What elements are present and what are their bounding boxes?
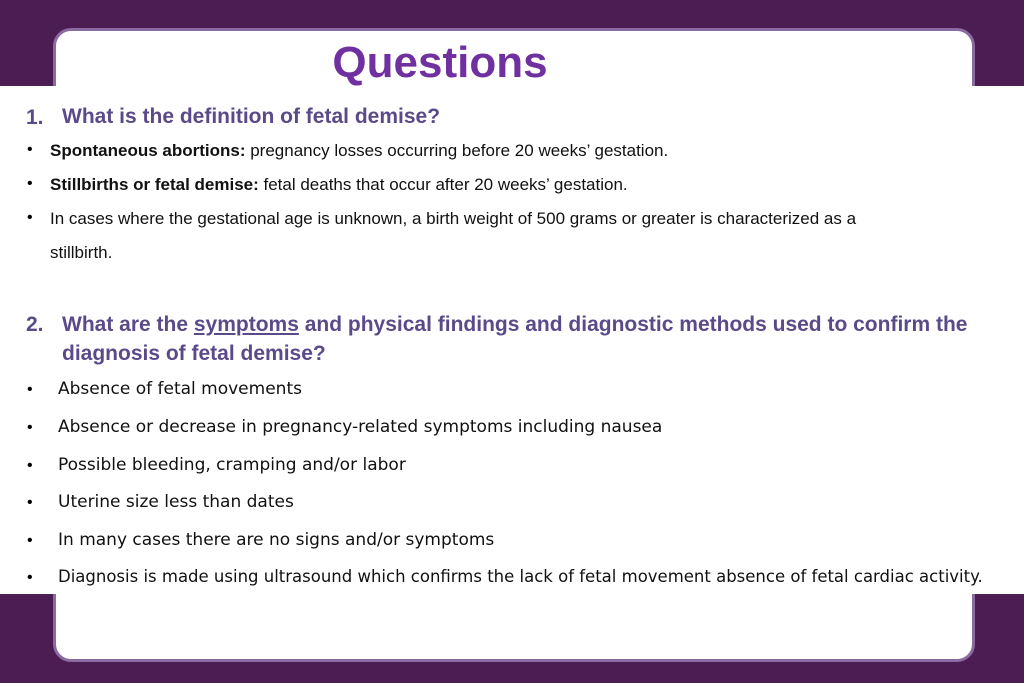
bullet-marker: • bbox=[27, 175, 33, 192]
q2-item-3: Possible bleeding, cramping and/or labor bbox=[58, 455, 406, 475]
q2-item-2: Absence or decrease in pregnancy-related symptoms including nausea bbox=[58, 417, 663, 437]
q1-item-1-term: Spontaneous abortions: bbox=[50, 141, 246, 160]
q1-item-1-desc: pregnancy losses occurring before 20 weeks’ gestation. bbox=[245, 141, 669, 160]
slide-title: Questions bbox=[332, 38, 548, 87]
question-2-number: 2. bbox=[26, 313, 44, 336]
q1-item-2 bbox=[50, 175, 628, 195]
q1-item-2-desc: fetal deaths that occur after 20 weeks’ gestation. bbox=[258, 175, 628, 194]
question-2-text-line2: diagnosis of fetal demise? bbox=[62, 342, 326, 365]
bullet-marker: • bbox=[27, 381, 33, 398]
q1-item-3: In cases where the gestational age is unknown, a birth weight of 500 grams or greater is characterized as a bbox=[50, 209, 857, 228]
question-2-pre: What are the bbox=[62, 313, 194, 336]
q2-item-4: Uterine size less than dates bbox=[58, 492, 294, 512]
question-2-text bbox=[62, 310, 1012, 339]
bullet-marker: • bbox=[27, 419, 33, 436]
q2-item-5: In many cases there are no signs and/or symptoms bbox=[58, 530, 495, 550]
bullet-marker: • bbox=[27, 457, 33, 474]
bullet-marker: • bbox=[27, 494, 33, 511]
q2-item-1: Absence of fetal movements bbox=[58, 379, 302, 399]
q1-item-3-cont: stillbirth. bbox=[50, 243, 113, 262]
question-2-post: and physical findings and diagnostic methods used to confirm the bbox=[298, 313, 968, 336]
q1-item-2-term: Stillbirths or fetal demise: bbox=[50, 175, 259, 194]
symptoms-link[interactable]: symptoms bbox=[193, 313, 299, 336]
question-1-text: What is the definition of fetal demise? bbox=[62, 105, 441, 128]
q2-item-6: Diagnosis is made using ultrasound which confirms the lack of fetal movement absence of fetal cardiac activity. bbox=[58, 567, 983, 586]
question-1-number: 1. bbox=[26, 106, 44, 129]
bullet-marker: • bbox=[27, 209, 33, 226]
bullet-marker: • bbox=[27, 569, 33, 586]
bullet-marker: • bbox=[27, 532, 33, 549]
bullet-marker: • bbox=[27, 141, 33, 158]
q1-item-1 bbox=[50, 141, 668, 161]
